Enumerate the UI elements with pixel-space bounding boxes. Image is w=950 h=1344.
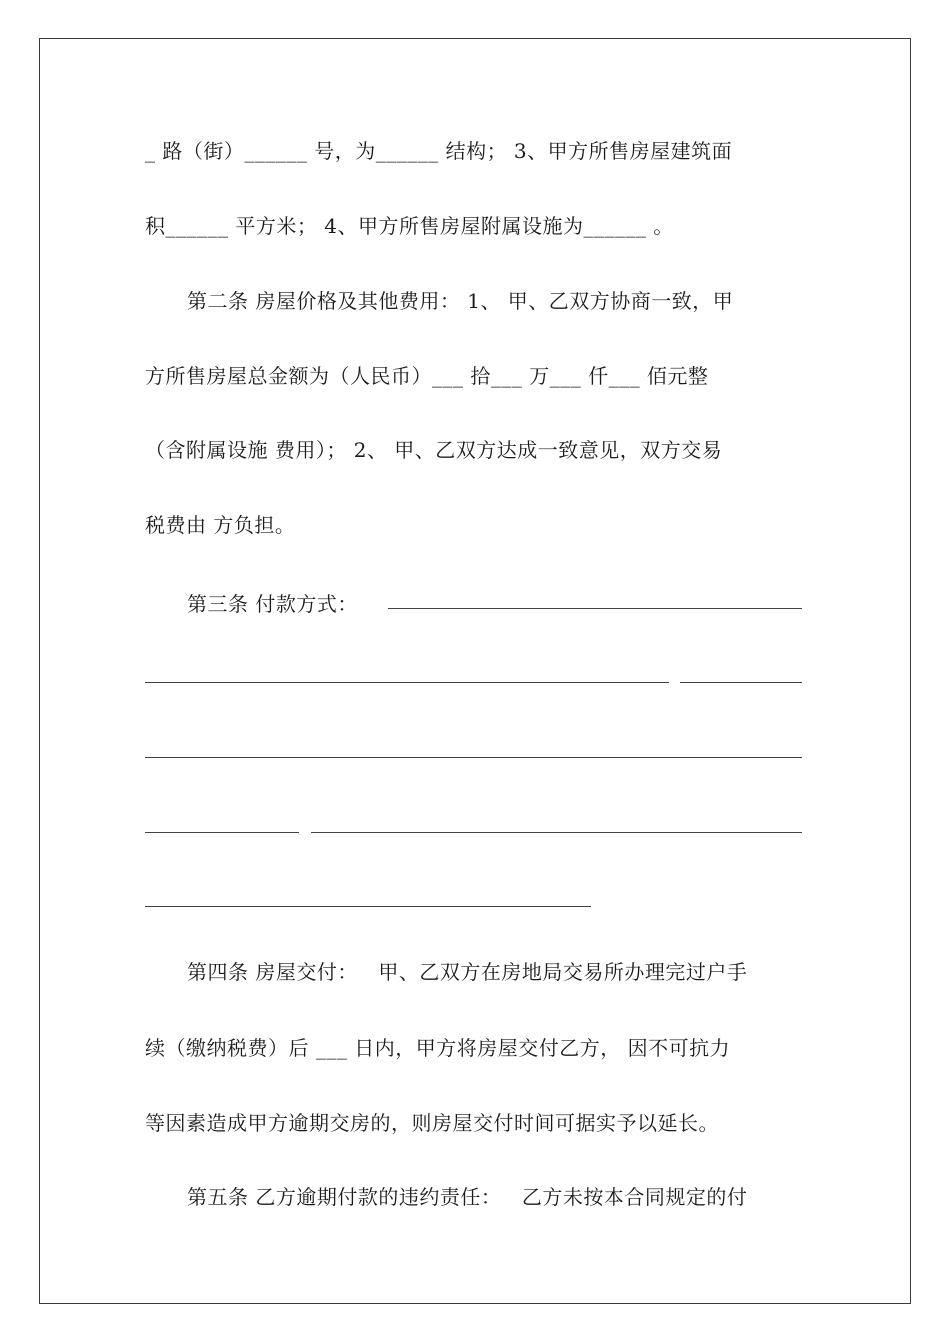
article-5-heading-line: 第五条 乙方逾期付款的违约责任： 乙方未按本合同规定的付 [187, 1185, 748, 1209]
text-line-5: （含附属设施 费用）； 2、 甲、乙双方达成一致意见，双方交易 [145, 438, 723, 462]
text-line-10: 等因素造成甲方逾期交房的，则房屋交付时间可据实予以延长。 [145, 1111, 719, 1135]
article-2-heading-line: 第二条 房屋价格及其他费用： 1、 甲、乙双方协商一致，甲 [187, 289, 734, 313]
payment-blank-rule-6 [311, 832, 802, 833]
article-3-heading-line: 第三条 付款方式： [187, 592, 358, 616]
text-line-6: 税费由 方负担。 [145, 513, 296, 537]
payment-blank-rule-2 [145, 682, 669, 683]
text-line-2: 积______ 平方米； 4、甲方所售房屋附属设施为______ 。 [145, 214, 674, 238]
payment-blank-rule-4 [145, 757, 802, 758]
article-4-heading-line: 第四条 房屋交付： 甲、乙双方在房地局交易所办理完过户手 [187, 960, 748, 984]
payment-blank-rule-3 [680, 682, 802, 683]
payment-blank-rule-7 [145, 906, 591, 907]
payment-blank-rule-1 [388, 608, 802, 609]
payment-blank-rule-5 [145, 832, 299, 833]
text-line-4: 方所售房屋总金额为（人民币）___ 拾___ 万___ 仟___ 佰元整 [145, 364, 709, 388]
text-line-9: 续（缴纳税费）后 ___ 日内，甲方将房屋交付乙方， 因不可抗力 [145, 1036, 731, 1060]
text-line-1: _ 路（街）______ 号，为______ 结构； 3、甲方所售房屋建筑面 [145, 139, 733, 163]
